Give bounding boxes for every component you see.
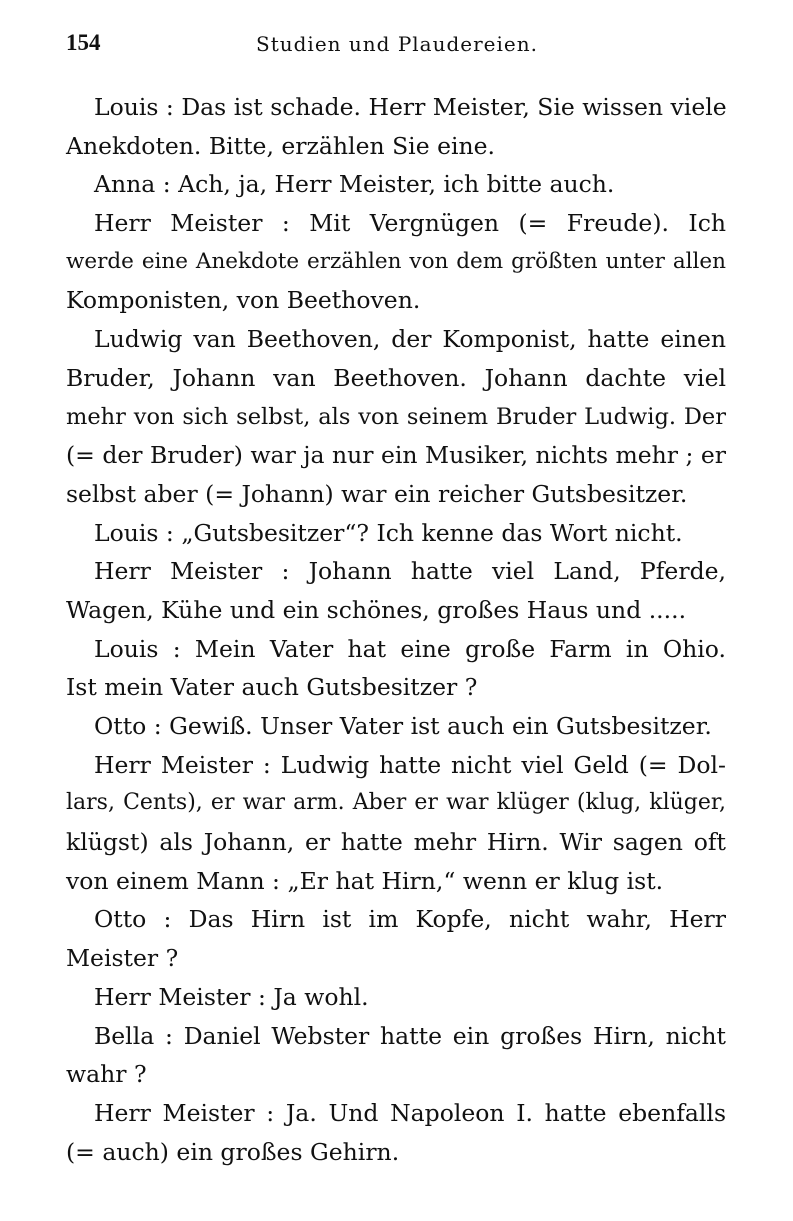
text-line: Bruder, Johann van Beethoven. Johann dachte viel [66,363,726,392]
body-text [66,88,726,1171]
text-line: klügst) als Johann, er hatte mehr Hirn. Wir sagen oft [66,828,726,857]
text-line: von einem Mann : „Er hat Hirn,“ wenn er klug ist. [66,866,664,895]
text-line: Anna : Ach, ja, Herr Meister, ich bitte auch. [94,170,615,199]
text-line: Louis : Mein Vater hat eine große Farm in Ohio. [94,634,726,663]
text-line: selbst aber (= Johann) war ein reicher Gutsbesitzer. [66,479,688,508]
text-line: Wagen, Kühe und ein schönes, großes Haus und ..... [66,595,687,624]
text-line: Otto : Gewiß. Unser Vater ist auch ein Gutsbesitzer. [94,712,712,740]
text-line: (= auch) ein großes Gehirn. [66,1137,400,1166]
page-number: 154 [66,30,101,55]
text-line: Louis : Das ist schade. Herr Meister, Sie wissen viele [94,93,727,121]
text-line: Herr Meister : Mit Vergnügen (= Freude). Ich [94,209,726,238]
text-line: Herr Meister : Ludwig hatte nicht viel Geld (= Dol- [94,750,726,779]
text-line: Meister ? [66,944,179,973]
text-line: Herr Meister : Johann hatte viel Land, Pferde, [94,557,726,586]
text-line: Ludwig van Beethoven, der Komponist, hatte einen [94,325,726,354]
text-line: mehr von sich selbst, als von seinem Bruder Ludwig. Der [66,403,726,430]
text-line: wahr ? [66,1060,147,1089]
text-line: Komponisten, von Beethoven. [66,286,421,315]
page-header [66,30,726,70]
text-line: Bella : Daniel Webster hatte ein großes Hirn, nicht [94,1021,726,1050]
text-line: werde eine Anekdote erzählen von dem größten unter allen [66,248,726,274]
text-line: Herr Meister : Ja wohl. [94,982,369,1011]
text-line: Louis : „Gutsbesitzer“? Ich kenne das Wort nicht. [94,518,683,547]
running-title: Studien und Plaudereien. [256,32,538,56]
text-line: (= der Bruder) war ja nur ein Musiker, nichts mehr ; er [66,441,727,470]
text-line: Herr Meister : Ja. Und Napoleon I. hatte ebenfalls [94,1098,726,1127]
text-line: Ist mein Vater auch Gutsbesitzer ? [66,673,478,702]
text-line: Anekdoten. Bitte, erzählen Sie eine. [66,131,496,160]
text-line: lars, Cents), er war arm. Aber er war klüger (klug, klüger, [66,790,726,816]
text-line: Otto : Das Hirn ist im Kopfe, nicht wahr, Herr [94,905,726,934]
